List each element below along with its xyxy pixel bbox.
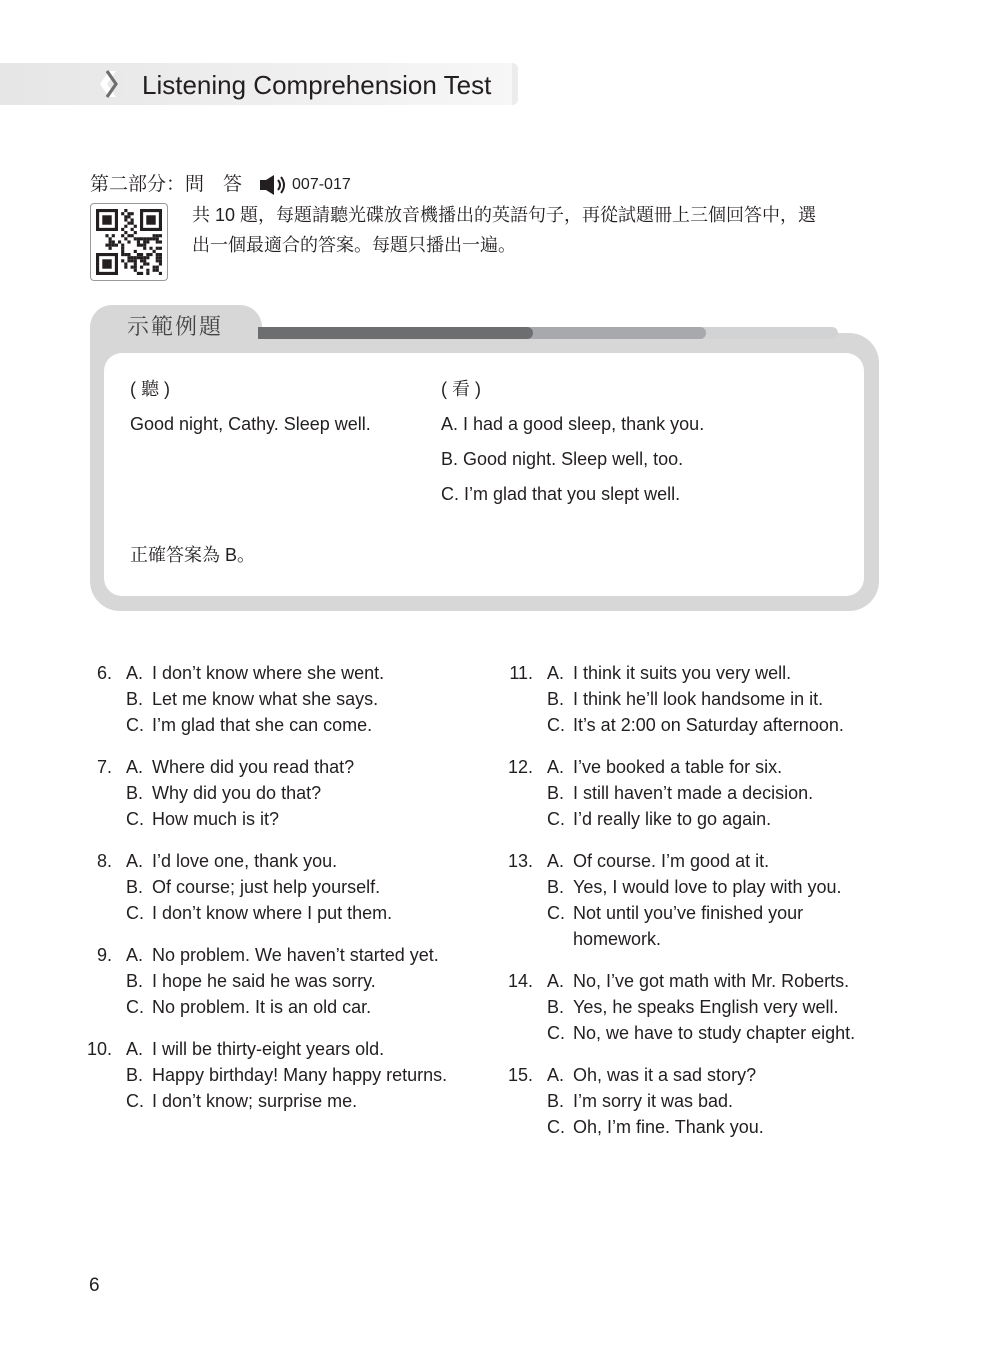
tab-stripe-dark	[258, 327, 533, 339]
answer-option[interactable]	[76, 712, 496, 738]
question-number	[497, 712, 533, 738]
question-number	[497, 900, 533, 952]
answer-option[interactable]	[497, 712, 897, 738]
qr-code-icon	[96, 209, 162, 275]
question-number	[497, 874, 533, 900]
option-letter: C.	[126, 997, 144, 1017]
section-heading	[90, 172, 351, 198]
page-title: Listening Comprehension Test	[142, 70, 492, 100]
track-number: 007-017	[292, 176, 351, 193]
question-number	[76, 900, 112, 926]
answer-option[interactable]	[497, 1114, 897, 1140]
tab-stripe-light	[696, 327, 838, 339]
listen-label: ( 聽 )	[130, 379, 170, 399]
question-number: 11.	[509, 663, 533, 683]
option-letter: B.	[547, 877, 565, 897]
question-number: 6.	[96, 663, 112, 683]
option-letter: B.	[126, 971, 144, 991]
example-option: A. I had a good sleep, thank you.	[441, 414, 705, 434]
answer-option[interactable]	[76, 968, 496, 994]
answer-option[interactable]	[76, 1088, 496, 1114]
question-number	[497, 780, 533, 806]
answer-option[interactable]	[76, 1036, 496, 1062]
question-item	[76, 660, 496, 738]
option-letter: B.	[547, 783, 565, 803]
question-number	[76, 874, 112, 900]
question-number	[497, 1020, 533, 1046]
option-letter: B.	[126, 877, 144, 897]
question-number	[76, 686, 112, 712]
answer-option[interactable]	[76, 994, 496, 1020]
answer-option[interactable]	[497, 1062, 897, 1088]
option-text: Yes, he speaks English very well.	[573, 997, 839, 1017]
option-text: Of course. I’m good at it.	[573, 851, 770, 871]
question-item	[76, 848, 496, 926]
option-text: I think he’ll look handsome in it.	[573, 689, 824, 709]
questions-right-column	[497, 660, 897, 1156]
questions-left-column	[76, 660, 496, 1130]
answer-option[interactable]	[497, 1088, 897, 1114]
instructions-line: 出一個最適合的答案。每題只播出一遍。	[192, 235, 516, 255]
question-item	[497, 968, 897, 1046]
option-letter: B.	[547, 1091, 565, 1111]
option-text: I don’t know where I put them.	[152, 903, 393, 923]
answer-option[interactable]	[76, 660, 496, 686]
answer-option[interactable]	[497, 806, 897, 832]
option-letter: A.	[547, 663, 565, 683]
option-text: Where did you read that?	[152, 757, 355, 777]
option-text: I don’t know; surprise me.	[152, 1091, 358, 1111]
example-prompt: Good night, Cathy. Sleep well.	[130, 414, 371, 434]
page-number: 6	[89, 1275, 100, 1296]
answer-option[interactable]	[76, 754, 496, 780]
option-text: It’s at 2:00 on Saturday afternoon.	[573, 715, 844, 735]
answer-option[interactable]	[76, 686, 496, 712]
option-text: No problem. It is an old car.	[152, 997, 372, 1017]
question-number	[76, 712, 112, 738]
option-letter: B.	[547, 997, 565, 1017]
option-letter: B.	[126, 1065, 144, 1085]
option-letter: A.	[547, 971, 565, 991]
question-number	[76, 994, 112, 1020]
answer-option[interactable]	[497, 686, 897, 712]
option-text: Oh, I’m fine. Thank you.	[573, 1117, 764, 1137]
look-label: ( 看 )	[441, 379, 481, 399]
option-text: I still haven’t made a decision.	[573, 783, 814, 803]
option-letter: A.	[126, 663, 144, 683]
option-letter: A.	[547, 851, 565, 871]
option-text: Not until you’ve finished your homework.	[573, 903, 804, 949]
option-letter: C.	[547, 1117, 565, 1137]
speaker-icon[interactable]	[258, 175, 288, 195]
question-number: 12.	[507, 757, 533, 777]
chevron-right-icon	[88, 67, 124, 101]
question-number	[76, 968, 112, 994]
question-number	[76, 1088, 112, 1114]
option-letter: B.	[126, 689, 144, 709]
answer-option[interactable]	[497, 994, 897, 1020]
option-letter: A.	[126, 945, 144, 965]
option-letter: C.	[126, 1091, 144, 1111]
question-item	[76, 754, 496, 832]
option-letter: C.	[126, 809, 144, 829]
question-item	[76, 1036, 496, 1114]
answer-option[interactable]	[497, 874, 897, 900]
option-text: I’m glad that she can come.	[152, 715, 373, 735]
question-number	[76, 806, 112, 832]
question-number	[497, 806, 533, 832]
option-text: I don’t know where she went.	[152, 663, 385, 683]
question-number	[76, 1062, 112, 1088]
answer-option[interactable]	[497, 754, 897, 780]
option-text: Of course; just help yourself.	[152, 877, 381, 897]
option-text: I think it suits you very well.	[573, 663, 792, 683]
example-tab-label: 示範例題	[127, 314, 224, 339]
option-letter: C.	[547, 1023, 565, 1043]
option-letter: A.	[126, 757, 144, 777]
option-letter: C.	[547, 809, 565, 829]
option-letter: C.	[126, 715, 144, 735]
option-text: No, we have to study chapter eight.	[573, 1023, 856, 1043]
option-text: I will be thirty-eight years old.	[152, 1039, 385, 1059]
question-number: 10.	[86, 1039, 112, 1059]
option-letter: C.	[126, 903, 144, 923]
section-title: 第二部分：問 答	[90, 174, 243, 195]
answer-option[interactable]	[76, 848, 496, 874]
option-text: No problem. We haven’t started yet.	[152, 945, 439, 965]
question-number: 9.	[96, 945, 112, 965]
option-text: Oh, was it a sad story?	[573, 1065, 757, 1085]
question-number	[76, 780, 112, 806]
example-answer: 正確答案為 B。	[130, 545, 256, 565]
qr-code	[90, 203, 168, 281]
answer-option[interactable]	[76, 874, 496, 900]
option-letter: A.	[547, 757, 565, 777]
answer-option[interactable]	[497, 848, 897, 874]
question-item	[497, 754, 897, 832]
answer-option[interactable]	[497, 900, 897, 952]
option-text: Let me know what she says.	[152, 689, 379, 709]
question-number: 7.	[96, 757, 112, 777]
tab-stripe-mid	[523, 327, 706, 339]
option-letter: B.	[126, 783, 144, 803]
question-number	[497, 1114, 533, 1140]
option-text: How much is it?	[152, 809, 280, 829]
answer-option[interactable]	[76, 780, 496, 806]
option-text: Why did you do that?	[152, 783, 322, 803]
answer-option[interactable]	[76, 942, 496, 968]
question-number: 13.	[507, 851, 533, 871]
answer-option[interactable]	[497, 780, 897, 806]
answer-option[interactable]	[76, 1062, 496, 1088]
example-option: B. Good night. Sleep well, too.	[441, 449, 684, 469]
question-number: 8.	[96, 851, 112, 871]
option-text: I hope he said he was sorry.	[152, 971, 376, 991]
question-number	[497, 686, 533, 712]
question-number	[497, 994, 533, 1020]
answer-option[interactable]	[497, 968, 897, 994]
question-number	[497, 1088, 533, 1114]
option-letter: A.	[126, 1039, 144, 1059]
option-text: I’d love one, thank you.	[152, 851, 338, 871]
question-item	[76, 942, 496, 1020]
option-text: Happy birthday! Many happy returns.	[152, 1065, 448, 1085]
instructions	[192, 200, 892, 260]
option-letter: C.	[547, 903, 565, 923]
option-text: Yes, I would love to play with you.	[573, 877, 842, 897]
option-letter: A.	[126, 851, 144, 871]
option-letter: B.	[547, 689, 565, 709]
option-letter: A.	[547, 1065, 565, 1085]
question-number: 14.	[507, 971, 533, 991]
answer-option[interactable]	[76, 900, 496, 926]
option-text: I’ve booked a table for six.	[573, 757, 783, 777]
option-letter: C.	[547, 715, 565, 735]
answer-option[interactable]	[497, 660, 897, 686]
option-text: I’m sorry it was bad.	[573, 1091, 734, 1111]
question-number: 15.	[507, 1065, 533, 1085]
answer-option[interactable]	[76, 806, 496, 832]
answer-option[interactable]	[497, 1020, 897, 1046]
question-item	[497, 660, 897, 738]
option-text: I’d really like to go again.	[573, 809, 772, 829]
question-item	[497, 1062, 897, 1140]
example-option: C. I’m glad that you slept well.	[441, 484, 681, 504]
question-item	[497, 848, 897, 952]
instructions-line: 共 10 題，每題請聽光碟放音機播出的英語句子，再從試題冊上三個回答中，選	[192, 205, 817, 225]
option-text: No, I’ve got math with Mr. Roberts.	[573, 971, 850, 991]
